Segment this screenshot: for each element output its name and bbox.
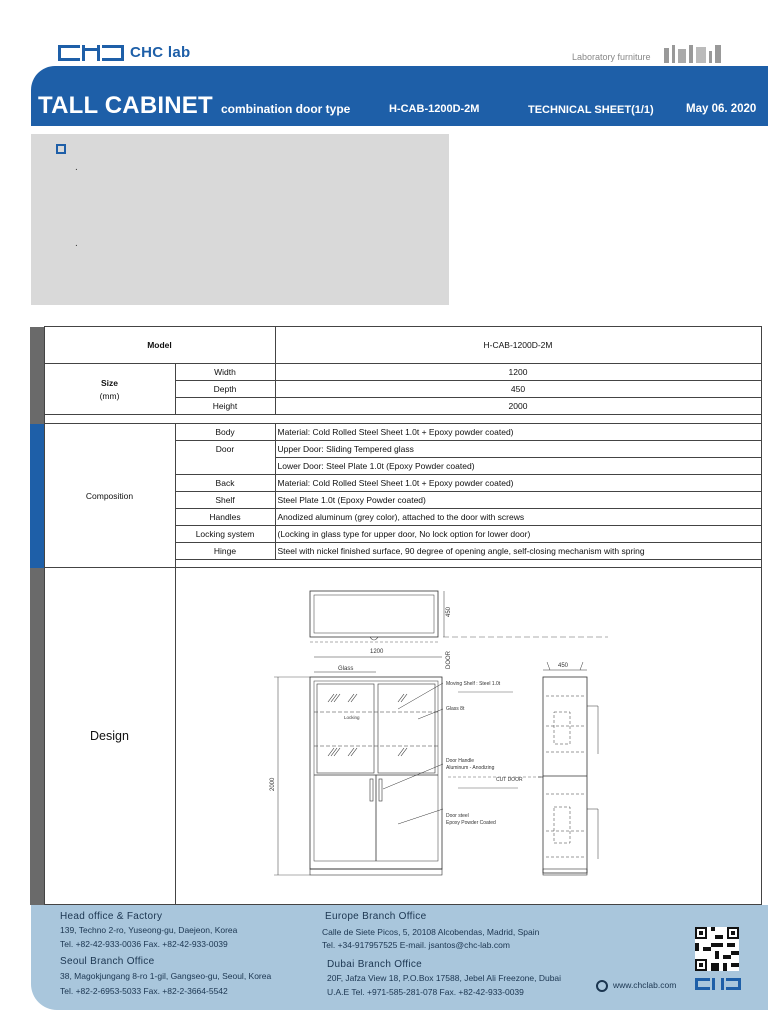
composition-label: Composition	[44, 424, 175, 568]
moving-shelf-label: Moving Shelf : Steel 1.0t	[445, 680, 500, 687]
comp-name: Handles	[175, 509, 275, 526]
size-unit: (mm)	[99, 390, 120, 401]
dubai-tel: U.A.E Tel. +971-585-281-078 Fax. +82-42-933-0039	[327, 987, 524, 997]
seoul-tel: Tel. +82-2-6953-5033 Fax. +82-2-3664-5542	[60, 986, 228, 996]
design-row	[30, 568, 761, 905]
company-logo	[58, 44, 190, 61]
square-bullet-icon	[56, 144, 66, 154]
row-strip	[30, 424, 44, 568]
chc-logo-mark-icon	[58, 45, 124, 61]
comp-value: Upper Door: Sliding Tempered glass	[275, 441, 761, 458]
info-bullet-1: .	[75, 162, 78, 173]
furniture-icons	[664, 45, 721, 63]
design-label: Design	[44, 568, 175, 905]
seoul-title: Seoul Branch Office	[60, 956, 155, 967]
model-row	[30, 327, 761, 364]
upper-glass-door-right	[378, 684, 435, 773]
dubai-address: 20F, Jafza View 18, P.O.Box 17588, Jebel Ali Freezone, Dubai	[327, 973, 562, 983]
comp-name: Hinge	[175, 543, 275, 560]
comp-value: Anodized aluminum (grey color), attached to the door with screws	[275, 509, 761, 526]
spec-table	[30, 326, 762, 905]
seoul-address: 38, Magokjungang 8-ro 1-gil, Gangseo-gu, Seoul, Korea	[60, 971, 272, 981]
dim-top-width: 1200	[369, 648, 383, 655]
qr-code-pattern	[695, 927, 739, 971]
comp-name: Back	[175, 475, 275, 492]
door-handle-left	[370, 779, 373, 801]
comp-value: (Locking in glass type for upper door, No lock option for lower door)	[275, 526, 761, 543]
top-view-inner	[314, 595, 434, 633]
size-name: Depth	[175, 381, 275, 398]
top-view-outline	[310, 591, 438, 637]
row-strip	[30, 327, 44, 364]
dim-height: 2000	[269, 777, 276, 791]
upper-glass-door-left	[317, 684, 374, 773]
comp-value: Material: Cold Rolled Steel Sheet 1.0t + Epoxy powder coated)	[275, 475, 761, 492]
europe-title: Europe Branch Office	[325, 911, 427, 922]
size-value: 2000	[275, 398, 761, 415]
size-value: 1200	[275, 364, 761, 381]
comp-value: Lower Door: Steel Plate 1.0t (Epoxy Powder coated)	[275, 458, 761, 475]
comp-name: Locking system	[175, 526, 275, 543]
door-handle-right	[379, 779, 382, 801]
size-label: Size	[100, 377, 118, 388]
hq-address: 139, Techno 2-ro, Yuseong-gu, Daejeon, Korea	[60, 925, 238, 935]
model-value: H-CAB-1200D-2M	[275, 327, 761, 364]
comp-value: Steel Plate 1.0t (Epoxy Powder coated)	[275, 492, 761, 509]
row-strip	[30, 364, 44, 424]
hq-title: Head office & Factory	[60, 911, 163, 922]
page-title: TALL CABINET	[38, 92, 213, 119]
comp-name: Door	[175, 441, 275, 475]
sheet-date: May 06. 2020	[686, 103, 757, 115]
size-name: Height	[175, 398, 275, 415]
page-subtitle: combination door type	[221, 102, 351, 116]
spacer-row	[30, 415, 761, 424]
logo-text: CHC lab	[130, 44, 191, 61]
qr-code-icon	[695, 927, 739, 971]
tagline: Laboratory furniture	[572, 52, 651, 62]
comp-row-body	[30, 424, 761, 441]
comp-name: Shelf	[175, 492, 275, 509]
info-box	[31, 134, 449, 305]
spacer-cell	[175, 560, 761, 568]
dim-side-depth: 450	[557, 662, 568, 669]
globe-icon	[596, 980, 608, 992]
comp-value: Steel with nickel finished surface, 90 degree of opening angle, self-closing mechanism with spring	[275, 543, 761, 560]
side-view-outline	[543, 677, 587, 873]
dim-door-label: DOOR	[445, 650, 452, 669]
glass-label: Glass	[337, 665, 353, 672]
dubai-title: Dubai Branch Office	[327, 959, 423, 970]
locking-label: Locking	[343, 714, 360, 720]
cut-door-label: CUT DOOR	[495, 776, 523, 783]
website-link[interactable]: www.chclab.com	[613, 980, 677, 990]
model-label: Model	[44, 327, 275, 364]
info-bullet-2: .	[75, 238, 78, 249]
row-strip	[30, 568, 44, 905]
glass-thickness-label: Glass 8t	[445, 705, 464, 712]
size-name: Width	[175, 364, 275, 381]
aluminum-label: Aluminum - Anodizing	[445, 764, 494, 771]
comp-name: Body	[175, 424, 275, 441]
size-label-cell	[44, 364, 175, 415]
spacer-cell	[44, 415, 761, 424]
comp-value: Material: Cold Rolled Steel Sheet 1.0t + Epoxy powder coated)	[275, 424, 761, 441]
product-code: H-CAB-1200D-2M	[389, 103, 480, 115]
hq-tel: Tel. +82-42-933-0036 Fax. +82-42-933-0039	[60, 939, 228, 949]
door-steel-label: Door steel	[445, 812, 469, 819]
sheet-label: TECHNICAL SHEET(1/1)	[528, 104, 654, 116]
door-handle-label: Door Handle	[445, 757, 474, 764]
size-row-width	[30, 364, 761, 381]
chc-footer-logo-icon	[695, 978, 741, 990]
europe-address: Calle de Siete Picos, 5, 20108 Alcobendas, Madrid, Spain	[322, 927, 540, 937]
europe-tel: Tel. +34-917957525 E-mail. jsantos@chc-lab.com	[322, 940, 510, 950]
dim-top-depth: 450	[445, 606, 452, 617]
design-drawing-cell	[175, 568, 761, 905]
epoxy-label: Epoxy Powder Coated	[445, 819, 496, 826]
size-value: 450	[275, 381, 761, 398]
cabinet-technical-drawing	[178, 569, 763, 904]
